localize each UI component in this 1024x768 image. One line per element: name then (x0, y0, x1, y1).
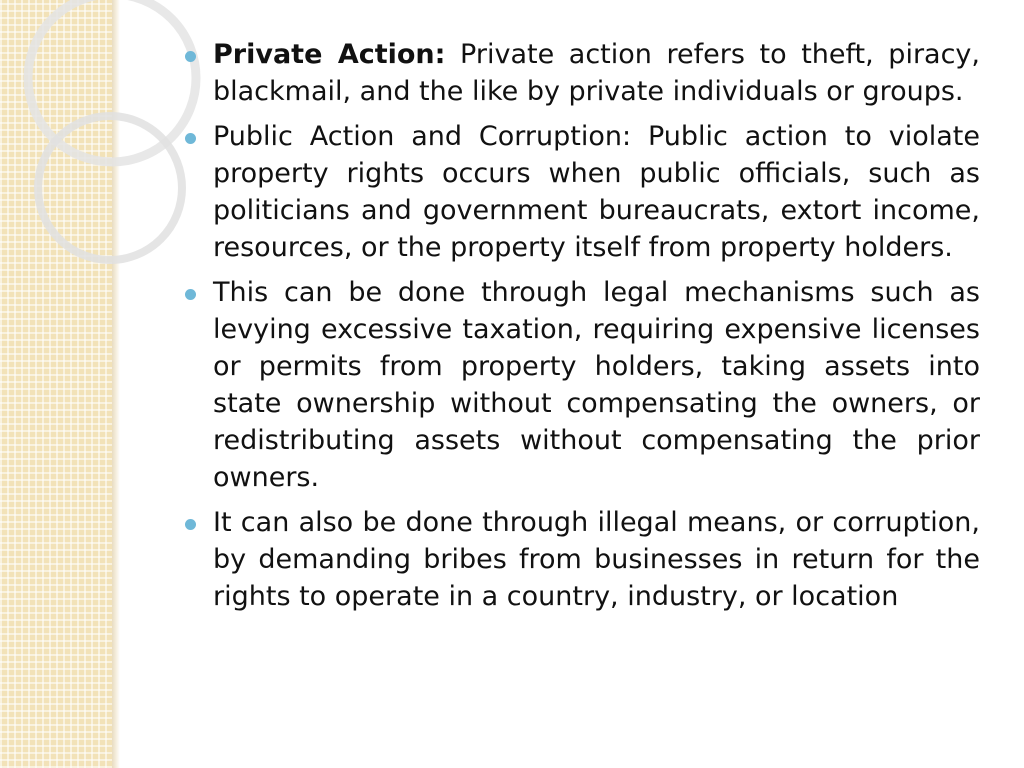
bullet-marker (185, 51, 196, 62)
bullet-item-legal-mechanisms (182, 274, 980, 496)
bullet-item-illegal-means (182, 504, 980, 615)
bullet-text: It can also be done through illegal means, or corruption, by demanding bribes from businesses in return for the rights to operate in a country, industry, or location (213, 507, 980, 612)
bullet-marker (185, 133, 196, 144)
bullet-text: Private action refers to theft, piracy, blackmail, and the like by private individuals or groups. (213, 39, 980, 107)
bullet-marker (185, 289, 196, 300)
bullet-text: This can be done through legal mechanisms such as levying excessive taxation, requiring expensive licenses or permits from property holders, taking assets into state ownership without compensating the owners, or redistributing assets without compensating the prior owners. (213, 277, 980, 493)
decorative-ring-lower (38, 116, 182, 260)
bullet-item-private-action (182, 36, 980, 110)
bullet-text: Public Action and Corruption: Public action to violate property rights occurs when public officials, such as politicians and government bureaucrats, extort income, resources, or the property itself from property holders. (213, 121, 980, 263)
bullet-list (182, 36, 980, 615)
slide-content (182, 36, 980, 623)
bullet-lead-text: Private Action: (213, 39, 446, 70)
bullet-item-public-action (182, 118, 980, 266)
bullet-marker (185, 519, 196, 530)
